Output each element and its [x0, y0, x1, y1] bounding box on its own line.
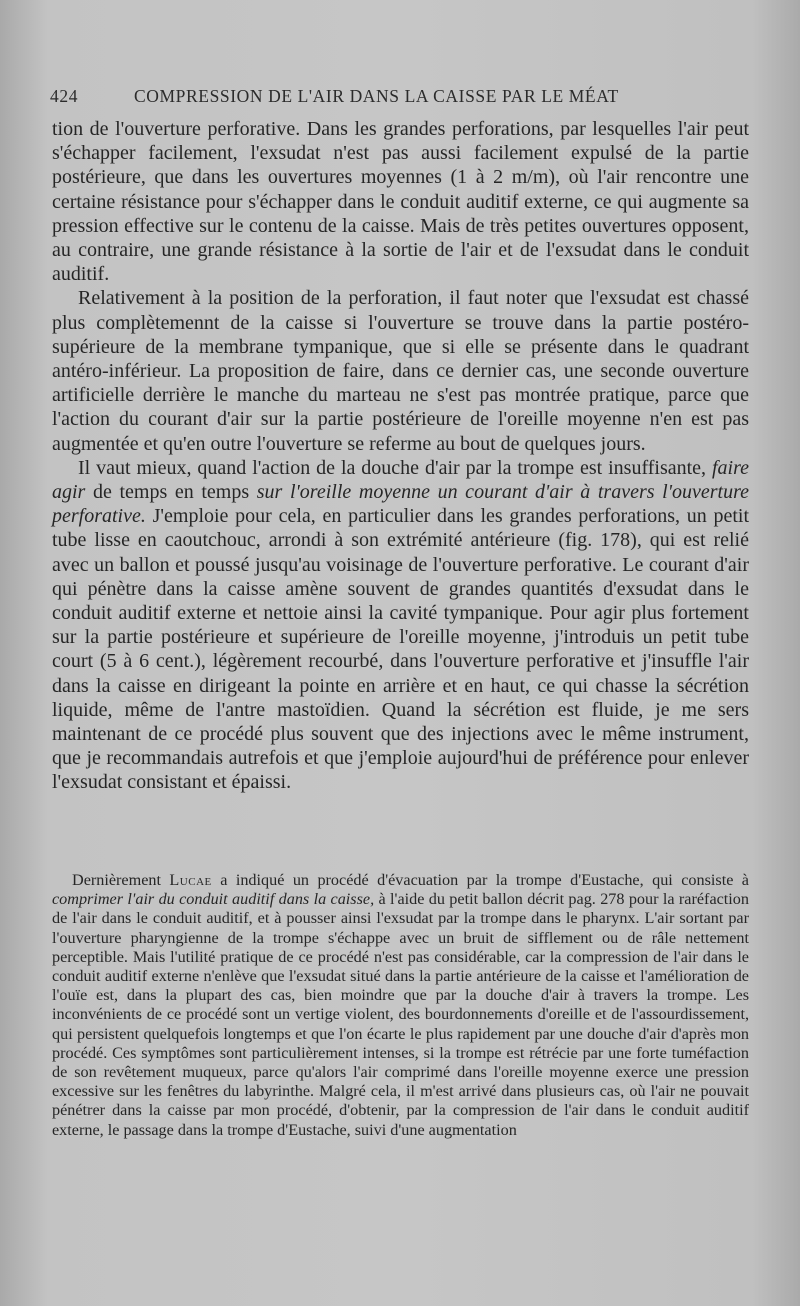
- footnote-author: Lucae: [169, 871, 212, 889]
- paragraph-3-part-a: Il vaut mieux, quand l'action de la douche d'air par la trompe est insuffisante,: [78, 456, 707, 479]
- footnote-part-a: Dernièrement: [72, 871, 161, 889]
- paragraph-3-italic-1: faire agir: [52, 456, 750, 504]
- paragraph-1: tion de l'ouverture perforative. Dans les grandes perforations, par lesquelles l'air peut s'échapper facilement, l'exsudat n'est pas aussi facilement expulsé de la partie postérieure, que dans les ouvertures moyennes (1 à 2 m/m), où l'air rencontre une certaine résistance pour s'échapper dans le conduit auditif externe, ce qui augmente sa pression effective sur le contenu de la caisse. Mais de très petites ouvertures opposent, au contraire, une grande résistance à la sortie de l'air et de l'exsudat dans le conduit auditif.: [52, 118, 749, 286]
- paragraph-2: Relativement à la position de la perforation, il faut noter que l'exsudat est chassé plus complètemennt de la caisse si l'ouverture se trouve dans la partie postéro-supérieure de la membrane tympanique, que si elle se présente dans le quadrant antéro-inférieur. La proposition de faire, dans ce dernier cas, une seconde ouverture artificielle derrière le manche du marteau ne s'est pas montrée pratique, parce que l'action du courant d'air sur la partie postérieure de l'oreille moyenne n'en est pas augmentée et qu'en outre l'ouverture se referme au bout de quelques jours.: [52, 287, 749, 455]
- running-header: [50, 86, 750, 112]
- footnote-block: [52, 871, 749, 1140]
- paragraph-3-part-c: J'emploie pour cela, en particulier dans les grandes perforations, un petit tube lisse en caoutchouc, arrondi à son extrémité antérieure (fig. 178), qui est relié avec un ballon et poussé jusqu'au voisinage de l'ouverture perforative. Le courant d'air qui pénètre dans la caisse amène souvent de grandes quantités d'exsudat dans le conduit auditif externe et nettoie ainsi la cavité tympanique. Pour agir plus fortement sur la partie postérieure et supérieure de l'oreille moyenne, j'introduis un petit tube court (5 à 6 cent.), légèrement recourbé, dans l'ouverture perforative et j'insuffle l'air dans la caisse en dirigeant la pointe en arrière et en haut, ce qui chasse la sécrétion liquide, même de l'antre mastoïdien. Quand la sécrétion est fluide, je me sers maintenant de ce procédé plus souvent que des injections avec le même instrument, que je recommandais autrefois et que j'emploie aujourd'hui de préférence pour enlever l'exsudat consistant et épaissi.: [52, 505, 750, 794]
- paragraph-3-italic-2: sur l'oreille moyenne un courant d'air à travers l'ouverture perforative.: [52, 481, 750, 528]
- main-text: [52, 117, 749, 795]
- page-number: 424: [50, 86, 79, 106]
- footnote-paragraph: [52, 871, 749, 1140]
- running-title: COMPRESSION DE L'AIR DANS LA CAISSE PAR LE MÉAT: [134, 86, 619, 106]
- footnote-part-b: a indiqué un procédé d'évacuation par la trompe d'Eustache, qui consiste à: [220, 871, 749, 889]
- paragraph-3: [52, 456, 749, 795]
- paragraph-3-part-b: de temps en temps: [92, 481, 250, 504]
- footnote-italic: comprimer l'air du conduit auditif dans la caisse,: [52, 890, 375, 909]
- footnote-part-c: à l'aide du petit ballon décrit pag. 278 pour la raréfaction de l'air dans le conduit auditif, et à pousser ainsi l'exsudat par la trompe dans le pharynx. L'air sortant par l'ouverture pharyngienne de la trompe s'échappe avec un bruit de sifflement ou de râle nettement perceptible. Mais l'utilité pratique de ce procédé n'est pas considérable, car la compression de l'air dans le conduit auditif externe n'enlève que l'exsudat situé dans la partie antérieure de la caisse et l'amélioration de l'ouïe est, dans la plupart des cas, bien moindre que par la douche d'air à travers la trompe. Les inconvénients de ce procédé sont un vertige violent, des bourdonnements d'oreille et de l'assourdissement, qui persistent quelquefois longtemps et que l'on écarte le plus rapidement par une douche d'air d'après mon procédé. Ces symptômes sont particulièrement intenses, si la trompe est rétrécie par une forte tuméfaction de son revêtement muqueux, parce qu'alors l'air comprimé dans l'oreille moyenne exerce une pression excessive sur les fenêtres du labyrinthe. Malgré cela, il m'est arrivé dans plusieurs cas, où l'air ne pouvait pénétrer dans la caisse par mon procédé, d'obtenir, par la compression de l'air dans le conduit auditif externe, le passage dans la trompe d'Eustache, suivi d'une augmentation: [52, 890, 749, 1139]
